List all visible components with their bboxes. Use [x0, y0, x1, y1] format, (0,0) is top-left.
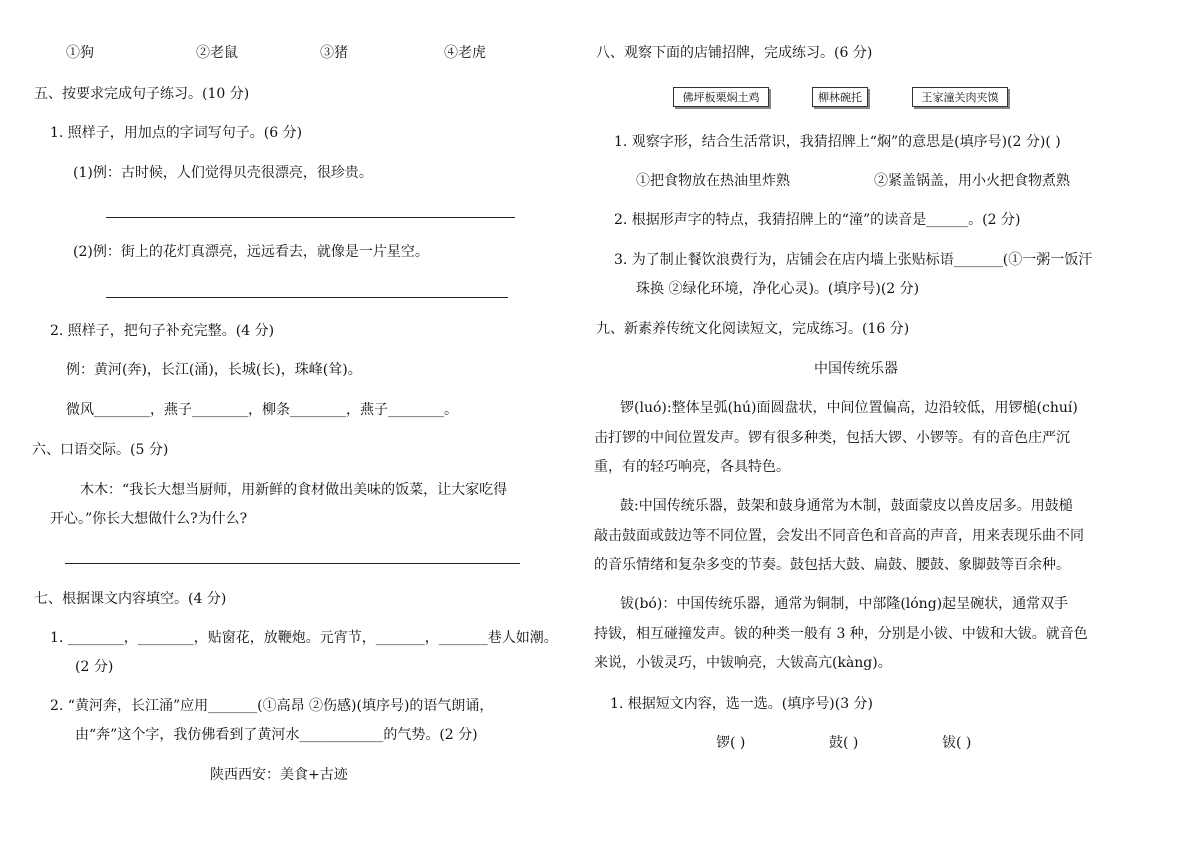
section-6-line-1: 木木：“我长大想当厨师，用新鲜的食材做出美味的饭菜，让大家吃得 — [80, 482, 508, 498]
section-8-q1-option-1: ①把食物放在热油里炸熟 — [636, 173, 790, 189]
section-5-q1: 1. 照样子，用加点的字词写句子。(6 分) — [50, 125, 303, 141]
section-8-title: 八、观察下面的店铺招牌，完成练习。(6 分) — [596, 45, 873, 61]
section-8-q3-line-2: 珠换 ②绿化环境，净化心灵)。(填序号)(2 分) — [636, 281, 920, 297]
choice-cymbal[interactable]: 钹( ) — [942, 735, 972, 751]
passage-drum-line-3: 的音乐情绪和复杂多变的节奏。鼓包括大鼓、扁鼓、腰鼓、象脚鼓等百余种。 — [594, 557, 1070, 573]
shop-sign-1: 佛坪板栗焖土鸡 — [673, 87, 769, 107]
section-5-fill[interactable]: 微风________，燕子________，柳条________，燕子________。 — [66, 402, 458, 418]
shop-sign-3: 王家潼关肉夹馍 — [912, 87, 1008, 107]
option-pig: ③猪 — [320, 45, 348, 61]
section-9-q1: 1. 根据短文内容，选一选。(填序号)(3 分) — [610, 696, 874, 712]
section-5-q2: 2. 照样子，把句子补充完整。(4 分) — [50, 323, 275, 339]
option-mouse: ②老鼠 — [196, 45, 238, 61]
section-8-q1[interactable]: 1. 观察字形，结合生活常识，我猜招牌上“焖”的意思是(填序号)(2 分)( ) — [614, 134, 1061, 150]
answer-line-1[interactable] — [106, 217, 515, 218]
section-7-q1-line-1[interactable]: 1. ________，________，贴窗花，放鞭炮。元宵节，_______，_______巷人如潮。 — [50, 630, 558, 646]
passage-gong-line-2: 击打锣的中间位置发声。锣有很多种类，包括大锣、小锣等。有的音色庄严沉 — [594, 430, 1070, 446]
answer-line-2[interactable] — [106, 297, 508, 298]
shop-sign-2: 柳林碗托 — [812, 87, 868, 107]
passage-cymbal-line-2: 持钹，相互碰撞发声。钹的种类一般有 3 种，分别是小钹、中钹和大钹。就音色 — [594, 626, 1088, 642]
section-6-line-2: 开心。”你长大想做什么?为什么? — [50, 511, 248, 527]
section-7-title: 七、根据课文内容填空。(4 分) — [34, 591, 227, 607]
section-6-title: 六、口语交际。(5 分) — [32, 442, 169, 458]
passage-gong-line-1: 锣(luó):整体呈弧(hú)面圆盘状，中间位置偏高，边沿较低，用锣槌(chuí) — [620, 400, 1078, 416]
section-5-title: 五、按要求完成句子练习。(10 分) — [34, 86, 250, 102]
option-tiger: ④老虎 — [444, 45, 486, 61]
answer-line-3[interactable] — [65, 563, 520, 564]
passage-heading: 中国传统乐器 — [814, 361, 898, 377]
section-5-example-2: (2)例：街上的花灯真漂亮，远远看去，就像是一片星空。 — [73, 244, 429, 260]
section-9-title: 九、新素养传统文化阅读短文，完成练习。(16 分) — [596, 321, 910, 337]
passage-gong-line-3: 重，有的轻巧响亮，各具特色。 — [594, 459, 790, 475]
page-footer-caption: 陕西西安：美食+古迹 — [210, 767, 348, 783]
section-7-q1-line-2: (2 分) — [75, 659, 114, 675]
passage-drum-line-2: 敲击鼓面或鼓边等不同位置，会发出不同音色和音高的声音，用来表现乐曲不同 — [594, 528, 1084, 544]
section-5-example-1: (1)例：古时候，人们觉得贝壳很漂亮，很珍贵。 — [73, 165, 373, 181]
section-7-q2-line-2[interactable]: 由“奔”这个字，我仿佛看到了黄河水____________的气势。(2 分) — [75, 727, 478, 743]
section-8-q3-line-1[interactable]: 3. 为了制止餐饮浪费行为，店铺会在店内墙上张贴标语_______(①一粥一饭汗 — [614, 252, 1093, 268]
option-dog: ①狗 — [66, 45, 94, 61]
section-8-q1-option-2: ②紧盖锅盖，用小火把食物煮熟 — [874, 173, 1070, 189]
section-5-example: 例：黄河(奔)，长江(涌)，长城(长)，珠峰(耸)。 — [66, 362, 362, 378]
section-7-q2-line-1[interactable]: 2. “黄河奔，长江涌”应用_______(①高昂 ②伤感)(填序号)的语气朗诵， — [50, 698, 494, 714]
passage-cymbal-line-3: 来说，小钹灵巧，中钹响亮，大钹高亢(kàng)。 — [594, 655, 892, 671]
passage-drum-line-1: 鼓:中国传统乐器，鼓架和鼓身通常为木制，鼓面蒙皮以兽皮居多。用鼓槌 — [620, 498, 1073, 514]
section-8-q2[interactable]: 2. 根据形声字的特点，我猜招牌上的“潼”的读音是______。(2 分) — [614, 212, 1021, 228]
choice-drum[interactable]: 鼓( ) — [829, 735, 859, 751]
passage-cymbal-line-1: 钹(bó)：中国传统乐器，通常为铜制，中部隆(lóng)起呈碗状，通常双手 — [620, 596, 1069, 612]
choice-gong[interactable]: 锣( ) — [716, 735, 746, 751]
